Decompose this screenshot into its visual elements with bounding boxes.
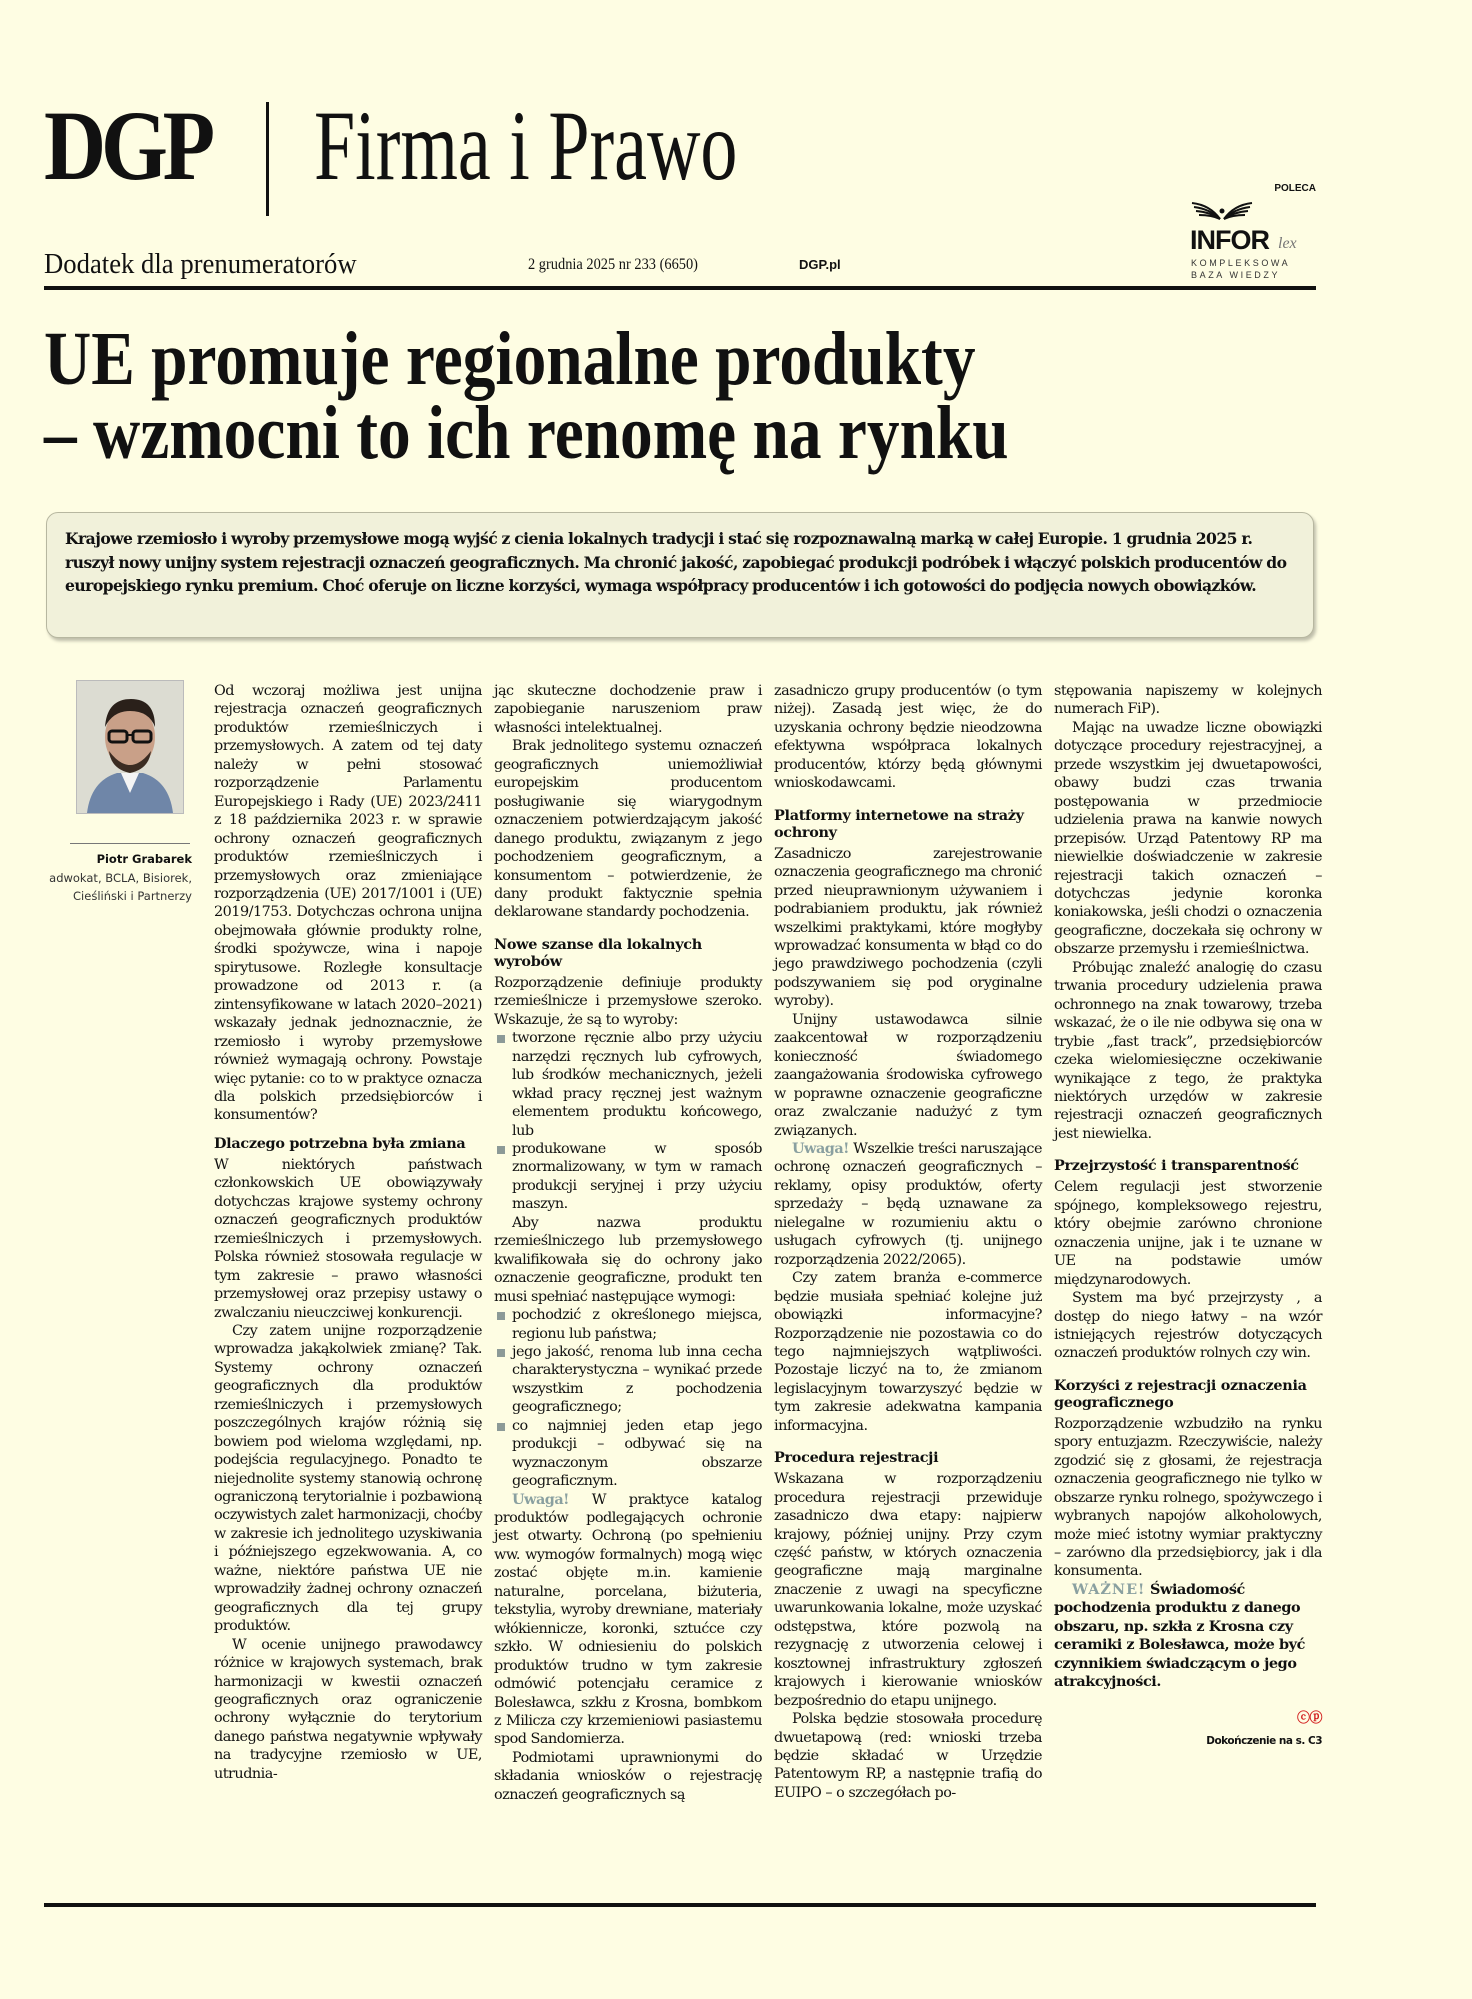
subheading: Platformy internetowe na straży ochrony <box>774 806 1024 841</box>
headline-line-2: – wzmocni to ich renomę na rynku <box>44 391 1009 475</box>
paragraph: Podmiotami uprawnionymi do składania wniosków o rejestrację oznaczeń geograficznych są <box>494 1749 762 1803</box>
article-column-3 <box>774 682 1042 1802</box>
paragraph: zasadniczo grupy producentów (o tym niżej). Zasadą jest więc, że do uzyskania ochrony będzie nieodzowna efektywna współpraca lokalnych producentów, którzy będą głównymi wnioskodawcami. <box>774 683 1042 792</box>
wazne-label: WAŻNE! <box>1072 1580 1146 1598</box>
paragraph <box>494 1491 762 1749</box>
paragraph: W niektórych państwach członkowskich UE obowiązywały dotychczas krajowe systemy ochrony oznaczeń geograficznych produktów rzemieślniczych i przemysłowych. Polska również stosowała regulacje w tym zakresie – prawo własności przemysłowej oraz przepisy ustawy o zwalczaniu nieuczciwej konkurencji. <box>214 1156 482 1321</box>
copyright-icon: ⓒⓟ <box>1296 1710 1322 1726</box>
infor-wings-icon <box>1190 197 1254 223</box>
paragraph: Próbując znaleźć analogię do czasu trwania procedury udzielenia prawa ochronnego na znak towarowy, trzeba wskazać, że o ile nie odbywa się ona w trybie „fast track”, przedsiębiorców czeka wielomiesięczne oczekiwanie wynikające z tego, że praktyka niektórych urzędów w zakresie rejestracji oznaczeń geograficznych jest niewielka. <box>1054 959 1322 1142</box>
infor-brand: INFOR <box>1190 225 1269 255</box>
masthead <box>44 90 1314 220</box>
important-note <box>1054 1581 1322 1692</box>
paragraph: Od wczoraj możliwa jest unijna rejestracja oznaczeń geograficznych produktów rzemieślniczych i przemysłowych. A zatem od tej daty należy w pełni stosować rozporządzenie Parlamentu Europejskiego i Rady (UE) 2023/2411 z 18 października 2023 r. w sprawie ochrony oznaczeń geograficznych produktów rzemieślniczych i przemysłowych oraz zmieniające rozporządzenia (UE) 2017/1001 i (UE) 2019/1753. Dotychczas ochrona unijna obejmowała głównie produkty rolne, środki spożywcze, wina i napoje spirytusowe. Rozległe konsultacje prowadzone od 2013 r. (a zintensyfikowane w latach 2020–2021) wskazały jednak jednoznacznie, że rzemiosło i wyroby przemysłowe również wymagają ochrony. Powstaje więc pytanie: co to w praktyce oznacza dla polskich przedsiębiorców i konsumentów? <box>214 683 482 1124</box>
article-column-4 <box>1054 682 1322 1751</box>
requirements-list <box>494 1306 762 1491</box>
subheading: Przejrzystość i transparentność <box>1054 1157 1299 1175</box>
masthead-divider <box>266 102 269 216</box>
paragraph: Rozporządzenie definiuje produkty rzemieślnicze i przemysłowe szeroko. Wskazuje, że są to wyroby: <box>494 974 762 1028</box>
product-type-list <box>494 1029 762 1214</box>
subheading: Korzyści z rejestracji oznaczenia geograficznego <box>1054 1376 1307 1411</box>
paragraph: Brak jednolitego systemu oznaczeń geograficznych uniemożliwiał europejskim producentom posługiwanie się wiarygodnym oznaczeniem potwierdzającym jakość danego produktu, związanym z jego pochodzeniem geograficznym, a konsumentom – potwierdzenie, że dany produkt faktycznie spełnia deklarowane standardy pochodzenia. <box>494 738 762 921</box>
uwaga-label: Uwaga! <box>512 1490 569 1508</box>
article-column-2 <box>494 682 762 1804</box>
subheading: Procedura rejestracji <box>774 1449 939 1467</box>
author-photo <box>76 680 184 814</box>
subheading: Dlaczego potrzebna była zmiana <box>214 1134 466 1152</box>
author-name: Piotr Grabarek <box>96 852 192 866</box>
list-item: pochodzić z określonego miejsca, regionu lub państwa; <box>494 1306 762 1343</box>
tagline-1: KOMPLEKSOWA <box>1191 258 1291 268</box>
uwaga-text: Wszelkie treści naruszające ochronę oznaczeń geograficznych – reklamy, opisy produktów, oferty sprzedaży – będą uznawane za nielegalne w rozumieniu aktu o usługach cyfrowych (tj. unijnego rozporządzenia 2022/2065). <box>774 1140 1042 1268</box>
list-item: produkowane w sposób znormalizowany, w tym w ramach produkcji seryjnej i przy użyciu maszyn. <box>494 1140 762 1214</box>
paragraph: Polska będzie stosowała procedurę dwuetapową (red: wnioski trzeba będzie składać w Urzędzie Patentowym RP, a następnie trafią do EUIPO – o szczegółach po- <box>774 1711 1042 1801</box>
uwaga-text: W praktyce katalog produktów podlegających ochronie jest otwarty. Ochroną (po spełnieniu ww. wymogów formalnych) mogą więc zostać objęte m.in. kamienie naturalne, porcelana, biżuteria, tekstylia, wyroby drewniane, materiały włókiennicze, koronki, sztućce czy szkło. W odniesieniu do polskich produktów trudno w tym zakresie odmówić potencjału ceramice z Bolesławca, szkłu z Krosna, bombkom z Milicza czy krzemieniowi pasiastemu spod Sandomierza. <box>494 1491 762 1748</box>
lead-text: Krajowe rzemiosło i wyroby przemysłowe mogą wyjść z cienia lokalnych tradycji i stać się rozpoznawalną marką w całej Europie. 1 grudnia 2025 r. ruszył nowy unijny system rejestracji oznaczeń geograficznych. Ma chronić jakość, zapobiegać produkcji podróbek i włączyć polskich producentów do europejskiego rynku premium. Choć oferuje on liczne korzyści, wymaga współpracy producentów i ich gotowości do podjęcia nowych obowiązków. <box>65 529 1287 595</box>
site-link[interactable]: DGP.pl <box>799 257 841 272</box>
author-divider <box>70 843 190 844</box>
portrait-icon <box>77 681 183 813</box>
supplement-label: Dodatek dla prenumeratorów <box>44 248 357 280</box>
section-title: Firma i Prawo <box>314 90 738 201</box>
dgp-logo: DGP <box>44 90 211 201</box>
header-rule <box>44 286 1316 290</box>
headline-line-1: UE promuje regionalne produkty <box>44 317 976 401</box>
paragraph <box>774 1140 1042 1269</box>
tagline-2: BAZA WIEDZY <box>1191 270 1281 280</box>
issue-date: 2 grudnia 2025 nr 233 (6650) <box>528 256 698 273</box>
subheading: Nowe szanse dla lokalnych wyrobów <box>494 935 702 970</box>
infor-lex-ad[interactable] <box>1188 183 1318 283</box>
paragraph: jąc skuteczne dochodzenie praw i zapobieganie naruszeniom praw własności intelektualnej. <box>494 683 762 736</box>
lead-box <box>46 512 1314 638</box>
list-item: tworzone ręcznie albo przy użyciu narzędzi ręcznych lub cyfrowych, lub środków mechanicznych, jeżeli wkład pracy ręcznej jest ważnym elementem produktu końcowego, lub <box>494 1029 762 1140</box>
paragraph: Celem regulacji jest stworzenie spójnego, kompleksowego rejestru, który obejmie zarówno chronione oznaczenia unijne, jak i te uznane w UE na podstawie umów międzynarodowych. <box>1054 1179 1322 1288</box>
paragraph: Rozporządzenie wzbudziło na rynku spory entuzjazm. Rzeczywiście, należy zgodzić się z głosami, że rejestracja oznaczenia geograficznego nie tylko w obszarze rynku rolnego, spożywczego i wybranych napojów alkoholowych, może mieć istotny wymiar praktyczny – zarówno dla przedsiębiorcy, jak i dla konsumenta. <box>1054 1415 1322 1580</box>
paragraph: Unijny ustawodawca silnie zaakcentował w rozporządzeniu konieczność świadomego zaangażowania środowiska cyfrowego w poprawne oznaczenie geograficzne oraz zwalczanie nadużyć z tym związanych. <box>774 1011 1042 1139</box>
article-headline <box>44 317 1009 475</box>
wazne-text: Świadomość pochodzenia produktu z danego obszaru, np. szkła z Krosna czy ceramiki z Bolesławca, może być czynnikiem świadczącym o jego atrakcyjności. <box>1054 1580 1305 1691</box>
paragraph: Aby nazwa produktu rzemieślniczego lub przemysłowego kwalifikowała się do ochrony jako oznaczenie geograficzne, produkt ten musi spełniać następujące wymogi: <box>494 1214 762 1305</box>
issue-line <box>44 248 1316 284</box>
continued-note[interactable]: Dokończenie na s. C3 <box>1206 1735 1322 1748</box>
list-item: jego jakość, renoma lub inna cecha charakterystyczna – wynikać przede wszystkim z pochodzenia geograficznego; <box>494 1343 762 1417</box>
poleca-label: POLECA <box>1274 183 1316 194</box>
paragraph: Czy zatem unijne rozporządzenie wprowadza jakąkolwiek zmianę? Tak. Systemy ochrony oznaczeń geograficznych dla produktów rzemieślniczych i przemysłowych poszczególnych krajów różnią się bowiem pod wieloma względami, np. podejścia regulacyjnego. Ponadto te niejednolite systemy stanowią ochronę ograniczoną terytorialnie i pozbawioną oczywistych zalet harmonizacji, choćby w zakresie ich jednolitego uzyskiwania i późniejszego egzekwowania. A, co ważne, niektóre państwa UE nie wprowadziły żadnej ochrony oznaczeń geograficznych dla tej grupy produktów. <box>214 1322 482 1635</box>
author-role: adwokat, BCLA, Bisiorek, Cieśliński i Partnerzy <box>49 871 192 903</box>
paragraph: stępowania napiszemy w kolejnych numerach FiP). <box>1054 683 1322 718</box>
paragraph: W ocenie unijnego prawodawcy różnice w krajowych systemach, brak harmonizacji w kwestii oznaczeń geograficznych oraz ograniczenie ochrony wyłącznie do terytorium danego państwa negatywnie wpływały na tradycyjne rzemiosło w UE, utrudnia- <box>214 1636 482 1782</box>
paragraph: Czy zatem branża e-commerce będzie musiała spełniać kolejne już obowiązki informacyjne? Rozporządzenie nie pozostawia co do tego najmniejszych wątpliwości. Pozostaje liczyć na to, że zmianom legislacyjnym towarzyszyć będzie w tym zakresie adekwatna kampania informacyjna. <box>774 1270 1042 1434</box>
lex-suffix: lex <box>1278 235 1297 252</box>
paragraph: Mając na uwadze liczne obowiązki dotyczące procedury rejestracyjnej, a przede wszystkim jej dwuetapowości, obawy budzi czas trwania postępowania w przedmiocie udzielenia prawa na kanwie nowych przepisów. Urząd Patentowy RP ma niewielkie doświadczenie w zakresie rejestracji takich oznaczeń – dotychczas jedynie koronka koniakowska, jeśli chodzi o oznaczenia geograficzne, doczekała się ochrony w obszarze przemysłu i rzemieślnictwa. <box>1054 719 1322 958</box>
list-item: co najmniej jeden etap jego produkcji – odbywać się na wyznaczonym obszarze geograficznym. <box>494 1417 762 1491</box>
footer-rule <box>44 1903 1316 1907</box>
paragraph: System ma być przejrzysty , a dostęp do niego łatwy – na wzór istniejących rejestrów dotyczących oznaczeń produktów rolnych czy win. <box>1054 1290 1322 1362</box>
paragraph: Wskazana w rozporządzeniu procedura rejestracji przewiduje zasadniczo dwa etapy: najpierw krajowy, później unijny. Przy czym część państw, w których oznaczenia geograficzne mają marginalne znaczenie z uwagi na specyficzne uwarunkowania lokalne, może uzyskać odstępstwa, które pozwolą na rezygnację z utworzenia celowej i kosztownej infrastruktury zgłoszeń krajowych i kierowanie wniosków bezpośrednio do etapu unijnego. <box>774 1471 1042 1709</box>
article-column-1 <box>214 682 482 1783</box>
paragraph: Zasadniczo zarejestrowanie oznaczenia geograficznego ma chronić przed nieuprawnionym używaniem i podrabianiem produktu, jak również wszelkimi praktykami, które mogłyby wprowadzać konsumenta w błąd co do jego prawdziwego pochodzenia (czyli podszywaniem się pod oryginalne wyroby). <box>774 845 1042 1010</box>
uwaga-label: Uwaga! <box>792 1139 849 1157</box>
